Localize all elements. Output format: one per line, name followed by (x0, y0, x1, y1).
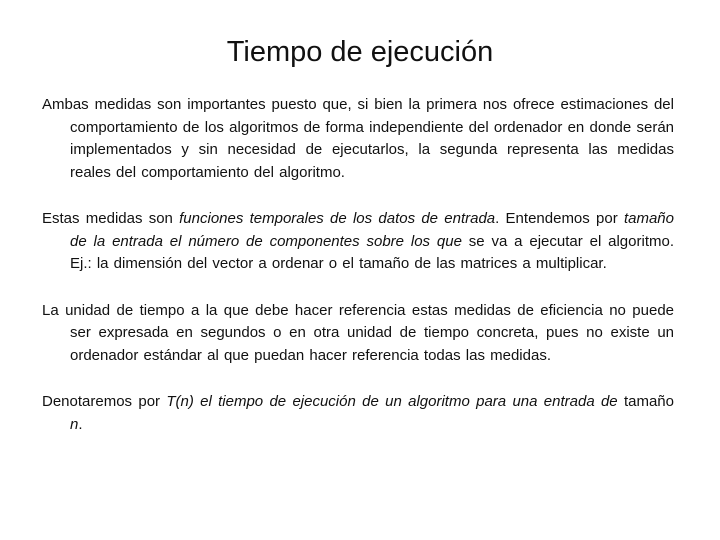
paragraph-4-text-a: Denotaremos por (42, 393, 167, 410)
paragraph-2-text-c: . Entendemos por (495, 210, 624, 227)
paragraph-2-italic-b: funciones temporales de los datos de entrada (179, 210, 496, 227)
paragraph-3: La unidad de tiempo a la que debe hacer referencia estas medidas de eficiencia no puede ser expresada en segundos o en otra unidad de tiempo concreta, pues no existe un ordenador estándar al que puedan hacer referencia todas las medidas. (42, 301, 674, 364)
paragraph-4-italic-b: T(n) el tiempo de ejecución de un algoritmo para una entrada de (166, 393, 618, 410)
paragraph-4-text-e: . (78, 415, 83, 433)
paragraph-2-text-a: Estas medidas son (42, 210, 180, 227)
paragraph-2-italic-d: tamaño de la entrada el número de componentes sobre los que (70, 210, 674, 250)
paragraph-2-text-e: se va a ejecutar el algoritmo. Ej.: la dimensión del vector a ordenar o el tamaño de las matrices a multiplicar. (70, 232, 674, 272)
paragraph-4-italic-d: n (70, 415, 79, 433)
slide-body (42, 94, 674, 436)
paragraph-2 (42, 208, 674, 276)
paragraph-4-text-c: tamaño (617, 393, 674, 410)
slide-title: Tiempo de ejecución (226, 36, 494, 68)
paragraph-4 (42, 391, 674, 436)
paragraph-1: Ambas medidas son importantes puesto que, si bien la primera nos ofrece estimaciones del comportamiento de los algoritmos de forma independiente del ordenador en donde serán implementados y sin necesidad de ejecutarlos, la segunda representa las medidas reales del comportamiento del algoritmo. (42, 96, 674, 181)
